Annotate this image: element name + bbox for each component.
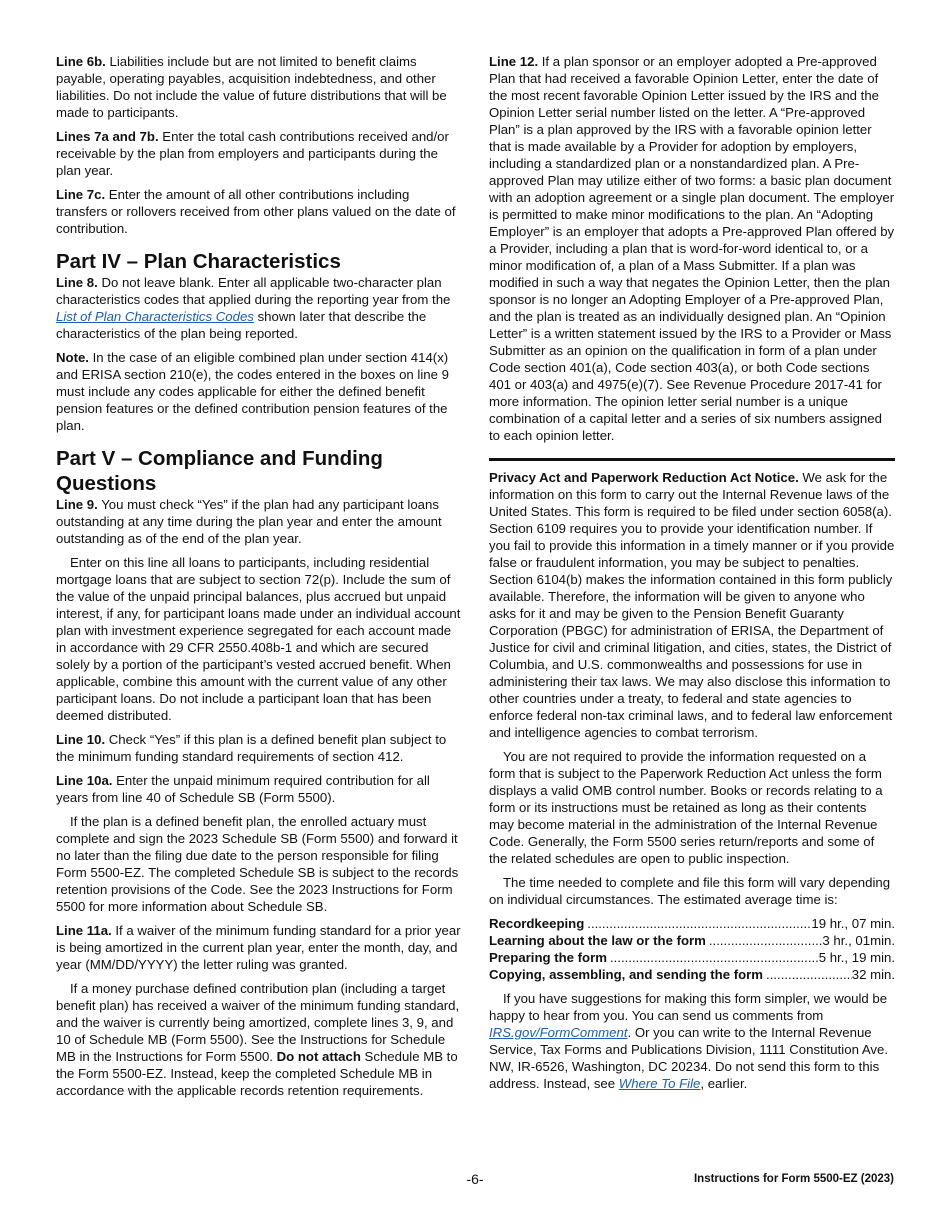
text: If the plan is a defined benefit plan, the enrolled actuary must complete and sign the 2023 Schedule SB (Form 5500) and forward it no later than the filing due date to the person responsible for filing Form 5500-EZ. The completed Schedule SB is subject to the records retention provisions of the Code. See the 2023 Instructions for Form 5500 for more information about Schedule SB. (56, 814, 459, 914)
page-number: -6- (466, 1171, 484, 1187)
dot-leader (607, 949, 819, 966)
bold-lead: Line 12. (489, 54, 539, 69)
paragraph (56, 731, 462, 765)
time-estimate-row (489, 949, 895, 966)
bold-lead: Note. (56, 350, 89, 365)
dot-leader (763, 966, 852, 983)
bold-lead: Line 6b. (56, 54, 106, 69)
bold-lead: Line 11a. (56, 923, 112, 938)
paragraph (56, 496, 462, 547)
text: If a waiver of the minimum funding standard for a prior year is being amortized in the current plan year, enter the month, day, and year (MM/DD/YYYY) the letter ruling was granted. (56, 923, 461, 972)
text: You must check “Yes” if the plan had any participant loans outstanding at any time during the plan year and enter the amount outstanding as of the end of the plan year. (56, 497, 442, 546)
time-estimate-table (489, 915, 895, 983)
bold-lead: Line 8. (56, 275, 98, 290)
time-label: Preparing the form (489, 950, 607, 965)
time-estimate-row (489, 932, 895, 949)
left-column (56, 53, 462, 1106)
paragraph (56, 274, 462, 342)
bold-lead: Line 10a. (56, 773, 113, 788)
paragraph (489, 748, 895, 867)
text: Enter the total cash contributions received and/or receivable by the plan from employers and participants during the plan year. (56, 129, 449, 178)
time-label: Learning about the law or the form (489, 933, 706, 948)
time-value: 5 hr., 19 min. (818, 950, 895, 965)
bold-lead: Do not attach (276, 1049, 361, 1064)
text: Enter the amount of all other contributions including transfers or rollovers received from other plans valued on the date of contribution. (56, 187, 456, 236)
text: Do not leave blank. Enter all applicable two-character plan characteristics codes that applied during the reporting year from the (56, 275, 451, 307)
paragraph (56, 128, 462, 179)
text: We ask for the information on this form to carry out the Internal Revenue laws of the United States. This form is required to be filed under section 6058(a). Section 6109 requires you to provide your identification number. If you fail to provide this information in a timely manner or if you provide false or fraudulent information, you may be subject to penalties. Section 6104(b) makes the information contained in this form publicly available. Therefore, the information will be given to anyone who asks for it and may be given to the Pension Benefit Guaranty Corporation (PBGC) for administration of ERISA, the Department of Justice for civil and criminal litigation, and cities, states, the District of Columbia, and U.S. commonwealths and possessions for use in administering their tax laws. We may also disclose this information to other countries under a treaty, to federal and state agencies to enforce federal non-tax criminal laws, and to federal law enforcement and intelligence agencies to combat terrorism. (489, 470, 895, 740)
text: Schedule MB to the Form 5500-EZ. Instead, keep the completed Schedule MB in accordance with the applicable records retention requirements. (56, 1049, 458, 1098)
section-heading: Part V – Compliance and Funding Questions (56, 447, 383, 495)
paragraph (489, 53, 895, 444)
paragraph (489, 874, 895, 908)
text: If a plan sponsor or an employer adopted a Pre-approved Plan that had received a favorable Opinion Letter, enter the date of the most recent favorable Opinion Letter issued by the IRS and the Opinion Letter serial number listed on the letter. A “Pre-approved Plan” is a plan approved by the IRS with a favorable opinion letter that is made available by a Provider for adoption by employers, including a standardized plan or a nonstandardized plan. A Pre-approved Plan may utilize either of two forms: a basic plan document with an adoption agreement or a single plan document. The employer is permitted to make minor modifications to the plan. An “Adopting Employer” is an employer that adopts a Pre-approved Plan offered by a Provider, including a plan that is word-for-word identical to, or a minor modification of, a plan of a Mass Submitter. If a plan was modified in such a way that negates the Opinion Letter, then the plan sponsor is no longer an Adopting Employer of a Pre-approved Plan, and the plan is treated as an individually designed plan. An “Opinion Letter” is a written statement issued by the IRS to a Provider or Mass Submitter as an opinion on the qualification in form of a plan under Code section 401(a), Code section 403(a), or both Code sections 401 or 403(a) and 4975(e)(7). See Revenue Procedure 2017-41 for more information. The opinion letter serial number is a unique combination of a capital letter and a series of six numbers assigned to each opinion letter. (489, 54, 895, 443)
paragraph (56, 772, 462, 806)
text: If a money purchase defined contribution plan (including a target benefit plan) has received a waiver of the minimum funding standard, and the waiver is currently being amortized, complete lines 3, 9, and 10 of Schedule MB (Form 5500). See the Instructions for Schedule MB in the Instructions for Form 5500. (56, 981, 460, 1064)
time-value: 3 hr., 01min. (822, 933, 895, 948)
section-divider (489, 458, 895, 461)
footer-title: Instructions for Form 5500-EZ (2023) (693, 1173, 894, 1185)
time-value: 32 min. (851, 967, 895, 982)
paragraph (56, 53, 462, 121)
text: . Or you can write to the Internal Revenue Service, Tax Forms and Publications Division, 1111 Constitution Ave. NW, IR-6526, Washington, DC 20234. Do not send this form to this address. Instead, see (489, 1025, 888, 1091)
text: Enter on this line all loans to participants, including residential mortgage loans that are subject to section 72(p). Include the sum of the value of the unpaid principal balances, plus accrued but unpaid interest, if any, for participant loans made under an individual account plan with investment experience segregated for each account made in accordance with 29 CFR 2550.408b-1 and which are secured solely by a portion of the participant’s vested accrued benefit. When applicable, combine this amount with the current value of any other participant loans. Do not include a participant loan that has been deemed distributed. (56, 555, 461, 723)
time-label: Recordkeeping (489, 916, 585, 931)
time-estimate-row (489, 915, 895, 932)
right-column (489, 53, 895, 1099)
link[interactable]: Where To File (618, 1076, 701, 1091)
bold-lead: Line 10. (56, 732, 106, 747)
text: shown later that describe the characteristics of the plan being reported. (56, 309, 427, 341)
text: Check “Yes” if this plan is a defined benefit plan subject to the minimum funding standard requirements of section 412. (56, 732, 447, 764)
link[interactable]: List of Plan Characteristics Codes (56, 309, 254, 324)
text: Enter the unpaid minimum required contribution for all years from line 40 of Schedule SB (Form 5500). (56, 773, 430, 805)
bold-lead: Line 9. (56, 497, 98, 512)
time-label: Copying, assembling, and sending the form (489, 967, 764, 982)
paragraph (56, 980, 462, 1099)
bold-lead: Lines 7a and 7b. (56, 129, 159, 144)
paragraph (56, 554, 462, 724)
text: The time needed to complete and file this form will vary depending on individual circumstances. The estimated average time is: (489, 875, 891, 907)
link[interactable]: IRS.gov/FormComment (489, 1025, 628, 1040)
paragraph (489, 990, 895, 1092)
bold-lead: Privacy Act and Paperwork Reduction Act Notice. (489, 470, 799, 485)
text: In the case of an eligible combined plan under section 414(x) and ERISA section 210(e), the codes entered in the boxes on line 9 must include any codes applicable for either the defined benefit pension features or the defined contribution pension features of the plan. (56, 350, 449, 433)
text: Liabilities include but are not limited to benefit claims payable, operating payables, acquisition indebtedness, and other liabilities. Do not include the value of future distributions that will be made to participants. (56, 54, 447, 120)
bold-lead: Line 7c. (56, 187, 106, 202)
dot-leader (584, 915, 811, 932)
paragraph (56, 186, 462, 237)
time-estimate-row (489, 966, 895, 983)
paragraph (489, 469, 895, 741)
dot-leader (706, 932, 823, 949)
paragraph (56, 813, 462, 915)
text: If you have suggestions for making this form simpler, we would be happy to hear from you. You can send us comments from (489, 991, 888, 1023)
section-heading: Part IV – Plan Characteristics (56, 250, 341, 273)
paragraph (56, 349, 462, 434)
text: , earlier. (700, 1076, 748, 1091)
paragraph (56, 922, 462, 973)
text: You are not required to provide the information requested on a form that is subject to the Paperwork Reduction Act unless the form displays a valid OMB control number. Books or records relating to a form or its instructions must be retained as long as their contents may become material in the administration of the Internal Revenue Code. Generally, the Form 5500 series return/reports and some of the related schedules are open to public inspection. (489, 749, 883, 866)
time-value: 19 hr., 07 min. (811, 916, 895, 931)
